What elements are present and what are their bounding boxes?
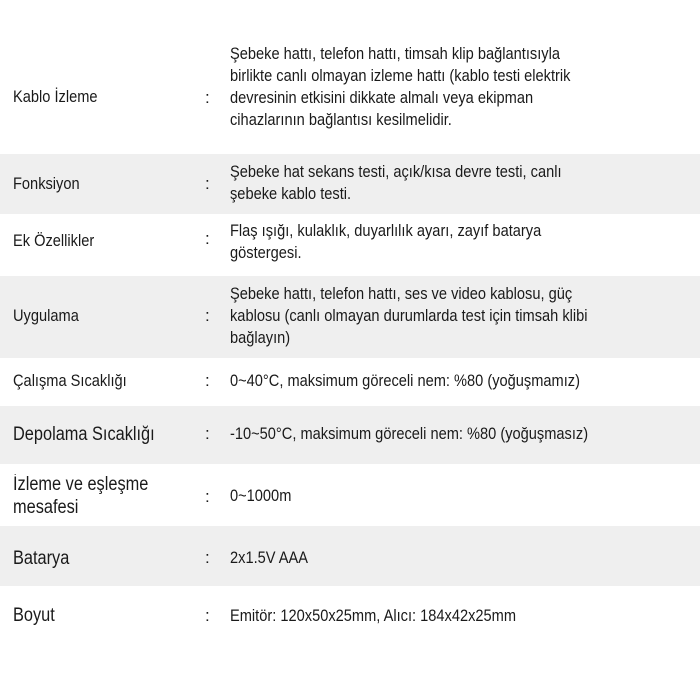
spec-value: Şebeke hat sekans testi, açık/kısa devre testi, canlı şebeke kablo testi. <box>230 162 562 203</box>
spec-row-izleme-mesafesi <box>0 464 700 526</box>
spec-label: Ek Özellikler <box>13 231 95 250</box>
spec-value: -10~50°C, maksimum göreceli nem: %80 (yoğuşmasız) <box>230 424 589 443</box>
spec-value: 2x1.5V AAA <box>230 548 309 567</box>
spec-row-batarya <box>0 526 700 586</box>
spec-row-uygulama <box>0 276 700 358</box>
spec-label: Çalışma Sıcaklığı <box>13 371 127 390</box>
spec-colon: : <box>205 424 210 443</box>
spec-label: Kablo İzleme <box>13 87 98 106</box>
spec-colon: : <box>205 487 210 506</box>
spec-colon: : <box>205 371 210 390</box>
spec-row-ek-ozellikler <box>0 214 700 276</box>
spec-colon: : <box>205 548 210 567</box>
spec-value: Emitör: 120x50x25mm, Alıcı: 184x42x25mm <box>230 606 517 625</box>
spec-colon: : <box>205 306 210 325</box>
spec-colon: : <box>205 606 210 625</box>
spec-colon: : <box>205 174 210 193</box>
spec-table <box>0 40 700 642</box>
spec-row-fonksiyon <box>0 154 700 214</box>
spec-label: Fonksiyon <box>13 174 80 193</box>
spec-value: Şebeke hattı, telefon hattı, timsah klip bağlantısıyla birlikte canlı olmayan izleme hattı (kablo testi elektrik devresinin etkisini dikkate almalı veya ekipman cihazlarının bağlantısı kesilmelidir. <box>230 44 571 129</box>
spec-label: Depolama Sıcaklığı <box>13 424 155 445</box>
spec-colon: : <box>205 229 210 248</box>
spec-row-boyut <box>0 586 700 642</box>
spec-label: Batarya <box>13 548 70 569</box>
spec-label: Boyut <box>13 605 55 626</box>
spec-value: Şebeke hattı, telefon hattı, ses ve video kablosu, güç kablosu (canlı olmayan durumlarda test için timsah klibi bağlayın) <box>230 284 588 347</box>
spec-colon: : <box>205 88 210 107</box>
spec-row-kablo-izleme <box>0 40 700 154</box>
spec-value: Flaş ışığı, kulaklık, duyarlılık ayarı, zayıf batarya göstergesi. <box>230 221 542 262</box>
spec-value: 0~40°C, maksimum göreceli nem: %80 (yoğuşmamız) <box>230 371 580 390</box>
spec-row-calisma-sicakligi <box>0 358 700 406</box>
spec-row-depolama-sicakligi <box>0 406 700 464</box>
spec-label: İzleme ve eşleşme mesafesi <box>13 474 149 518</box>
spec-value: 0~1000m <box>230 486 292 505</box>
spec-label: Uygulama <box>13 306 79 325</box>
